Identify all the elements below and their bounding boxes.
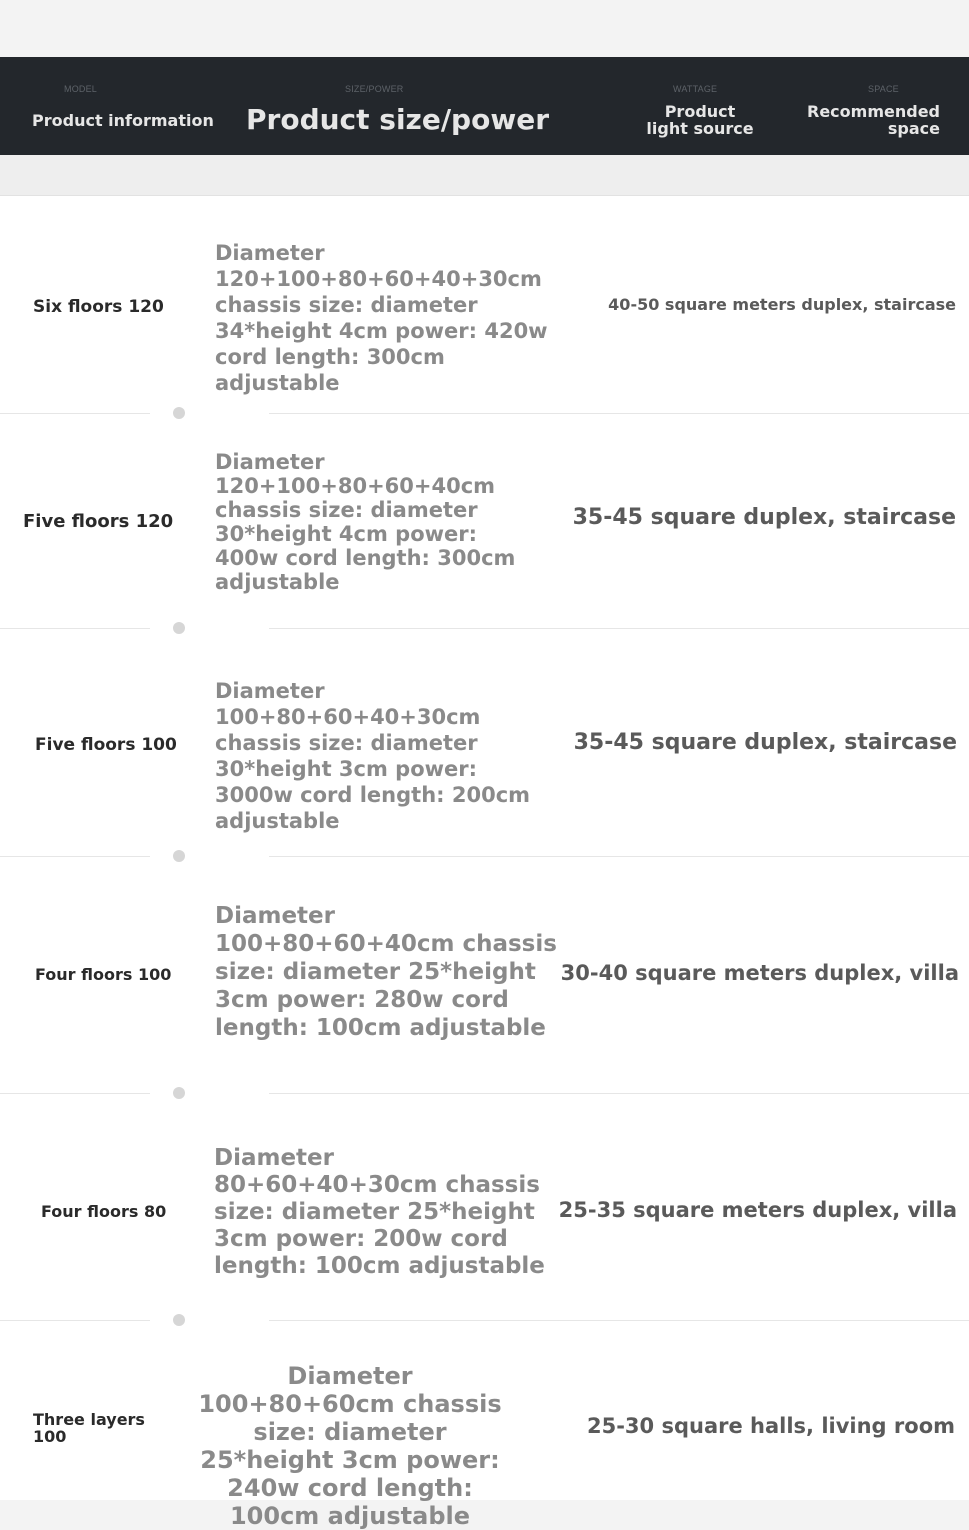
row-space: 35-45 square duplex, staircase [572,505,956,530]
table-row [0,1321,969,1530]
header-col-model [0,57,230,155]
row-space: 35-45 square duplex, staircase [573,730,957,755]
row-model: Three layers 100 [33,1410,145,1446]
header-col-size-caption: SIZE/POWER [345,84,404,94]
row-space: 30-40 square meters duplex, villa [560,961,959,985]
table-row [0,196,969,413]
header-col-model-label: Product information [32,111,214,130]
row-model: Six floors 120 [33,297,164,317]
row-model: Five floors 100 [35,735,177,755]
row-model: Four floors 100 [35,965,172,984]
row-model: Five floors 120 [23,511,174,532]
table-row [0,414,969,628]
row-space: 40-50 square meters duplex, staircase [608,295,956,314]
row-space: 25-35 square meters duplex, villa [558,1198,957,1222]
row-spec: Diameter 100+80+60+40+30cm chassis size: diameter 30*height 3cm power: 3000w cord length: 200cm adjustable [215,679,531,833]
table-row [0,1094,969,1320]
header-col-size-label: Product size/power [246,103,549,136]
row-spec: Diameter 80+60+40+30cm chassis size: diameter 25*height 3cm power: 200w cord length: 100cm adjustable [214,1145,545,1279]
header-col-size [230,57,610,155]
row-spec: Diameter 100+80+60cm chassis size: diameter 25*height 3cm power: 240w cord length: 100cm adjustable [198,1362,502,1530]
product-table [0,196,969,1530]
header-col-light-caption: WATTAGE [673,84,718,94]
row-spec: Diameter 100+80+60+40cm chassis size: diameter 25*height 3cm power: 280w cord length: 100cm adjustable [215,903,557,1041]
header-col-light [630,57,770,155]
header-col-space [790,57,969,155]
table-row [0,857,969,1093]
table-row [0,629,969,856]
header-col-space-label: Recommended space [807,102,940,138]
header-col-space-caption: SPACE [868,84,899,94]
table-header [0,57,969,155]
row-spec: Diameter 120+100+80+60+40cm chassis size: diameter 30*height 4cm power: 400w cord length: 300cm adjustable [215,450,516,594]
row-space: 25-30 square halls, living room [586,1414,955,1438]
header-spacer-band [0,155,969,196]
header-col-light-label: Product light source [646,102,754,138]
row-model: Four floors 80 [41,1202,167,1221]
header-col-model-caption: MODEL [64,84,98,94]
top-margin [0,0,969,57]
row-spec: Diameter 120+100+80+60+40+30cm chassis size: diameter 34*height 4cm power: 420w cord length: 300cm adjustable [215,241,548,395]
